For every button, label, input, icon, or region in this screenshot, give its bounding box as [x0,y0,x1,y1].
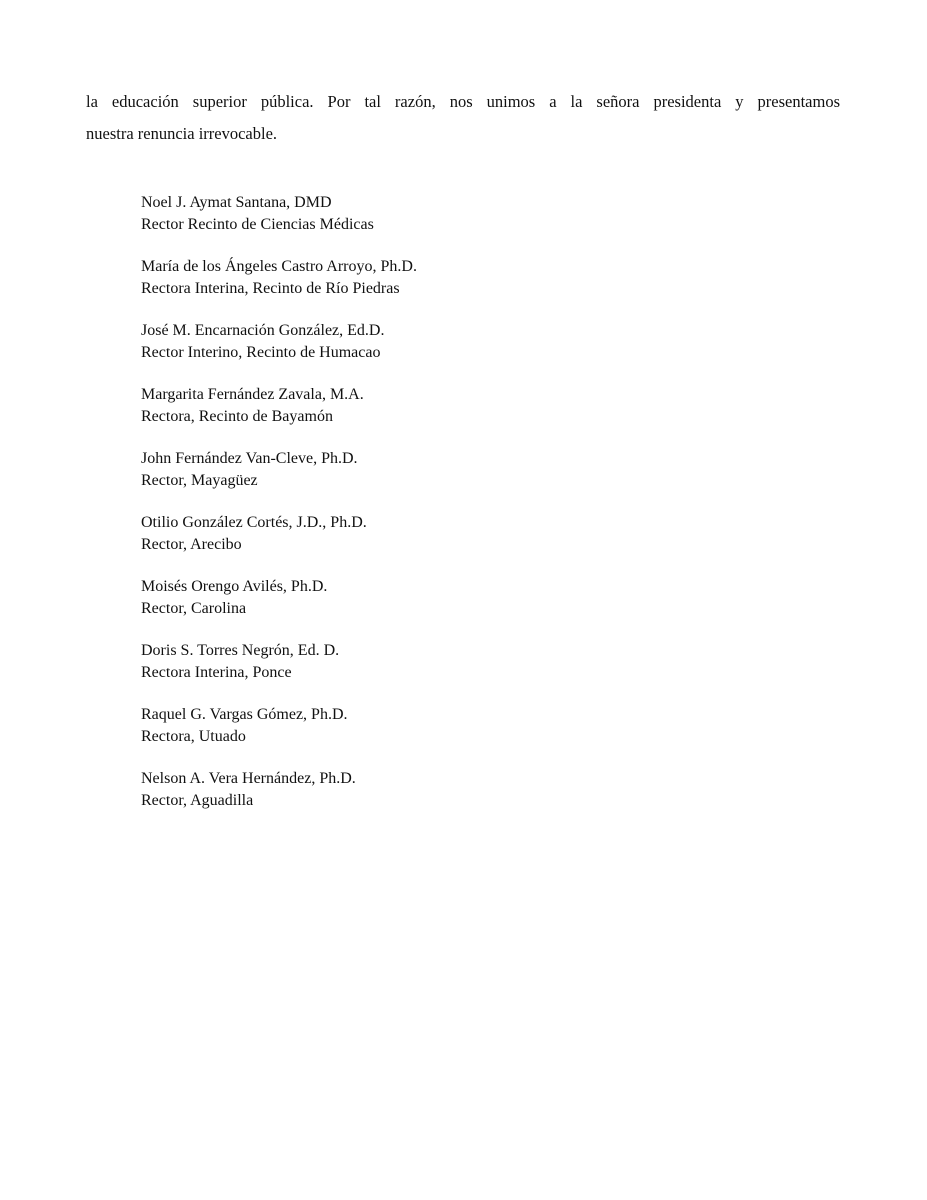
signatory-name: Otilio González Cortés, J.D., Ph.D. [141,514,367,531]
signatory-block [141,704,661,768]
signatory-block [141,768,661,832]
signatory-block [141,512,661,576]
paragraph-line: nuestra renuncia irrevocable. [86,124,278,143]
signatory-title: Rectora Interina, Ponce [141,664,292,681]
signatory-name: John Fernández Van-Cleve, Ph.D. [141,450,358,467]
signatory-block [141,640,661,704]
signatory-block [141,192,661,256]
signatory-title: Rector, Aguadilla [141,792,254,809]
signatory-title: Rector Interino, Recinto de Humacao [141,344,381,361]
signatory-name: Noel J. Aymat Santana, DMD [141,194,332,211]
signatory-name: María de los Ángeles Castro Arroyo, Ph.D. [141,258,417,275]
signatory-name: Margarita Fernández Zavala, M.A. [141,386,364,403]
signatory-title: Rector, Arecibo [141,536,242,553]
body-paragraph [86,86,840,150]
signatory-block [141,256,661,320]
signatory-title: Rector Recinto de Ciencias Médicas [141,216,374,233]
signatory-title: Rectora, Utuado [141,728,246,745]
signatory-list [141,192,661,832]
signatory-name: José M. Encarnación González, Ed.D. [141,322,385,339]
paragraph-line: la educación superior pública. Por tal razón, nos unimos a la señora presidenta y presentamos [86,92,840,111]
signatory-title: Rectora, Recinto de Bayamón [141,408,333,425]
signatory-title: Rector, Mayagüez [141,472,258,489]
signatory-block [141,320,661,384]
signatory-block [141,384,661,448]
signatory-block [141,576,661,640]
signatory-title: Rector, Carolina [141,600,247,617]
signatory-title: Rectora Interina, Recinto de Río Piedras [141,280,400,297]
signatory-name: Moisés Orengo Avilés, Ph.D. [141,578,328,595]
signatory-name: Nelson A. Vera Hernández, Ph.D. [141,770,356,787]
signatory-name: Raquel G. Vargas Gómez, Ph.D. [141,706,348,723]
signatory-name: Doris S. Torres Negrón, Ed. D. [141,642,340,659]
signatory-block [141,448,661,512]
